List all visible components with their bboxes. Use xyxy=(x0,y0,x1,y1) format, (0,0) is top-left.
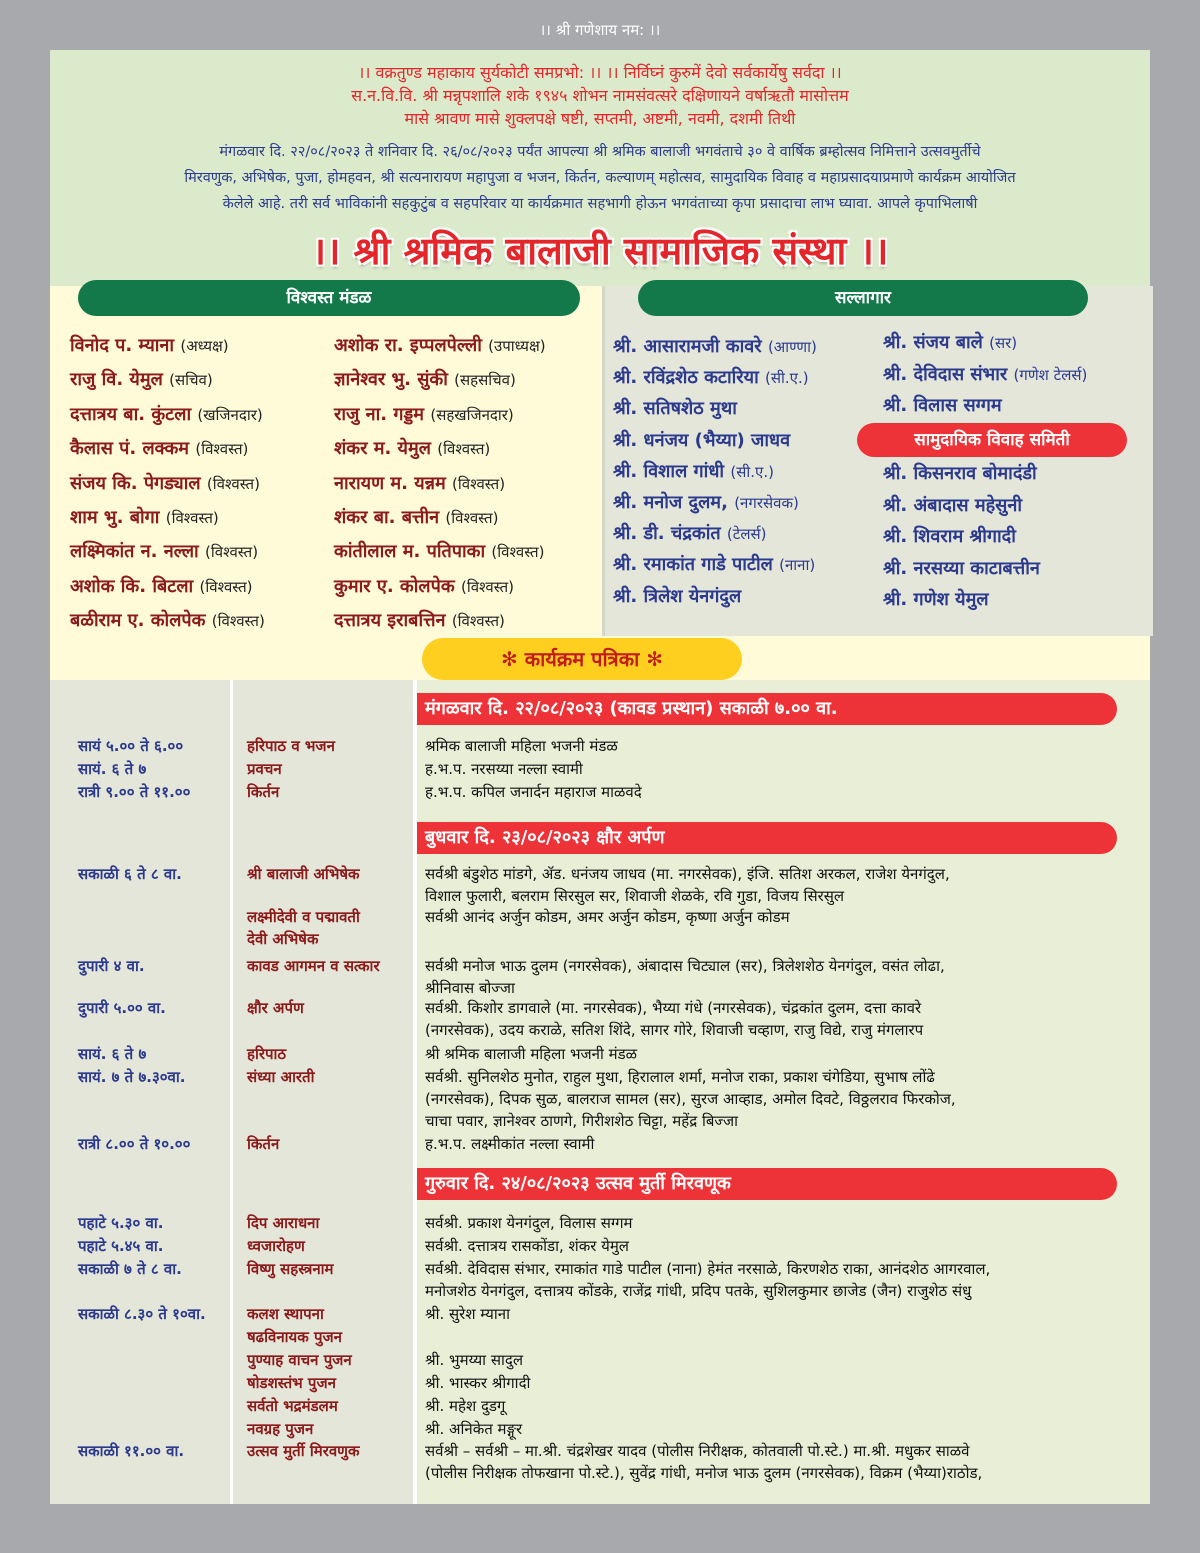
trust-member xyxy=(70,436,248,460)
schedule-detail: श्री. अनिकेत मङ्गूर xyxy=(425,1420,523,1438)
person-role: (सहखजिनदार) xyxy=(430,405,514,424)
person-role: (नाना) xyxy=(779,556,816,575)
schedule-table xyxy=(50,680,1150,1504)
invocation-line: ।। श्री गणेशाय नम: ।। xyxy=(539,21,661,39)
schedule-event: कावड आगमन व सत्कार xyxy=(247,957,380,975)
person-role: (विश्वस्त) xyxy=(211,612,265,631)
person-name: कांतीलाल म. पतिपाका xyxy=(334,541,486,563)
schedule-detail: श्री. भुमय्या सादुल xyxy=(425,1351,523,1369)
schedule-event: सर्वतो भद्रमंडलम xyxy=(247,1397,338,1415)
advisor xyxy=(613,490,799,514)
person-role: (विश्वस्त) xyxy=(452,474,506,493)
person-role: (विश्वस्त) xyxy=(437,440,491,459)
trust-member xyxy=(70,367,213,391)
calendar-line: स.न.वि.वि. श्री मन्नृपशालि शके १९४५ शोभन नामसंवत्सरे दक्षिणायने वर्षाऋतौ मासोत्तम xyxy=(351,86,849,105)
person-name: श्री. धनंजय (भैय्या) जाधव xyxy=(613,429,791,451)
schedule-detail: श्रीनिवास बोज्जा xyxy=(425,979,515,997)
advisor xyxy=(613,428,790,452)
person-role: (उपाध्यक्ष) xyxy=(488,337,546,355)
schedule-detail: (नगरसेवक), दिपक सुळ, बालराज सामल (सर), सुरज आव्हाड, अमोल दिवटे, विठ्ठलराव फिरकोज, xyxy=(425,1090,956,1108)
schedule-time: पहाटे ५.३० वा. xyxy=(78,1214,164,1232)
person-name: श्री. शिवराम श्रीगादी xyxy=(883,526,1016,547)
committee-member xyxy=(883,556,1040,580)
schedule-detail: श्री. सुरेश म्याना xyxy=(425,1305,510,1323)
committee-member xyxy=(883,493,1022,517)
schedule-time: सायं ५.०० ते ६.०० xyxy=(78,737,184,755)
advisor xyxy=(613,396,737,420)
person-name: लक्ष्मिकांत न. नल्ला xyxy=(70,541,199,563)
person-role: (विश्वस्त) xyxy=(165,509,219,527)
person-name: विनोद प. म्याना xyxy=(70,335,175,356)
schedule-event: षोडशस्तंभ पुजन xyxy=(247,1374,336,1392)
column-divider xyxy=(413,680,417,1504)
person-name: श्री. गणेश येमुल xyxy=(883,589,989,610)
person-name: श्री. रविंद्रशेठ कटारिया xyxy=(613,367,759,389)
schedule-detail: सर्वश्री. प्रकाश येनगंदुल, विलास सग्गम xyxy=(425,1214,633,1232)
person-name: श्री. किसनराव बोमादंडी xyxy=(883,463,1037,484)
advisor xyxy=(613,459,774,483)
advisor xyxy=(613,552,815,576)
invocation-verse: ।। वक्रतुण्ड महाकाय सुर्यकोटी समप्रभो: ।। ।। निर्विघ्नं कुरुमें देवो सर्वकार्येषु सर्वदा ।। xyxy=(358,63,842,82)
advisor xyxy=(613,521,767,545)
person-name: अशोक रा. इप्पलपेल्ली xyxy=(334,335,482,356)
schedule-detail: सर्वश्री. किशोर डागवाले (मा. नगरसेवक), भैय्या गंधे (नगरसेवक), चंद्रकांत दुलम, दत्ता कावरे xyxy=(425,999,922,1017)
schedule-event: श्री बालाजी अभिषेक xyxy=(247,865,360,883)
person-role: (सहसचिव) xyxy=(454,371,516,390)
committee-member xyxy=(883,461,1037,485)
person-role: (विश्वस्त) xyxy=(195,440,249,459)
person-name: राजु ना. गड्डम xyxy=(334,403,425,425)
schedule-time: सकाळी ८.३० ते १०वा. xyxy=(78,1305,206,1323)
person-role: (सचिव) xyxy=(169,371,213,390)
schedule-detail: सर्वश्री. सुनिलशेठ मुनोत, राहुल मुथा, हिरालाल शर्मा, मनोज राका, प्रकाश चंगेडिया, सुभाष लोंढे xyxy=(425,1068,935,1086)
trust-member xyxy=(334,402,514,426)
schedule-time: सकाळी ११.०० वा. xyxy=(78,1442,185,1460)
person-role: (विश्वस्त) xyxy=(199,577,253,596)
schedule-time: सायं. ६ ते ७ xyxy=(78,760,147,778)
person-name: अशोक कि. बिटला xyxy=(70,575,194,597)
person-name: शाम भु. बोगा xyxy=(70,507,160,528)
person-role: (आण्णा) xyxy=(767,338,817,356)
person-name: दत्तात्रय बा. कुंटला xyxy=(70,403,192,425)
schedule-detail: सर्वश्री बंडुशेठ मांडगे, ॲड. धनंजय जाधव (मा. नगरसेवक), इंजि. सतिश अरकल, राजेश येनगंदुल, xyxy=(425,865,950,883)
advisor xyxy=(613,334,817,358)
schedule-detail: श्री श्रमिक बालाजी महिला भजनी मंडळ xyxy=(425,1045,638,1063)
schedule-time: सकाळी ७ ते ८ वा. xyxy=(78,1260,182,1278)
trust-board-heading: विश्वस्त मंडळ xyxy=(78,280,580,316)
tithi-line: मासे श्रावण मासे शुक्लपक्षे षष्टी, सप्तमी, अष्टमी, नवमी, दशमी तिथी xyxy=(404,109,796,128)
advisor xyxy=(883,330,1017,354)
trust-member xyxy=(334,367,516,391)
person-name: राजु वि. येमुल xyxy=(70,369,163,391)
schedule-detail: सर्वश्री. दत्तात्रय रासकोंडा, शंकर येमुल xyxy=(425,1237,629,1255)
advisor xyxy=(883,362,1087,386)
person-name: श्री. सतिषशेठ मुथा xyxy=(613,398,737,420)
person-role: (सी.ए.) xyxy=(730,462,774,481)
schedule-time: रात्री ८.०० ते १०.०० xyxy=(78,1135,191,1153)
advisors-heading: सल्लागार xyxy=(638,280,1088,316)
schedule-time: दुपारी ५.०० वा. xyxy=(78,999,166,1017)
trust-member xyxy=(334,505,498,529)
person-name: श्री. रमाकांत गाडे पाटील xyxy=(613,554,773,576)
person-role: (अध्यक्ष) xyxy=(180,337,229,355)
person-name: श्री. मनोज दुलम, xyxy=(613,492,728,513)
person-name: ज्ञानेश्वर भु. सुंकी xyxy=(334,369,448,391)
committee-member xyxy=(883,587,989,611)
schedule-detail: ह.भ.प. लक्ष्मीकांत नल्ला स्वामी xyxy=(425,1135,595,1153)
person-role: (विश्वस्त) xyxy=(491,543,545,562)
trust-member xyxy=(70,333,229,357)
trust-member xyxy=(334,574,514,598)
trust-member xyxy=(334,608,505,632)
intro-line-2: मिरवणुक, अभिषेक, पुजा, होमहवन, श्री सत्यनारायण महापुजा व भजन, किर्तन, कल्याणम् महोत्सव, सामुदायिक विवाह व महाप्रसादयाप्रमाणे कार्यक्रम आयोजित xyxy=(184,170,1016,186)
schedule-event: विष्णु सहस्त्रनाम xyxy=(247,1260,334,1278)
person-name: दत्तात्रय इराबत्तिन xyxy=(334,610,446,632)
person-role: (विश्वस्त) xyxy=(460,577,514,596)
schedule-event: हरिपाठ व भजन xyxy=(247,737,335,755)
trust-member xyxy=(334,436,490,460)
schedule-time: दुपारी ४ वा. xyxy=(78,957,145,975)
schedule-detail: सर्वश्री आनंद अर्जुन कोडम, अमर अर्जुन कोडम, कृष्णा अर्जुन कोडम xyxy=(425,908,790,926)
day-header: बुधवार दि. २३/०८/२०२३ क्षौर अर्पण xyxy=(417,822,1117,854)
schedule-event: उत्सव मुर्ती मिरवणुक xyxy=(247,1442,360,1460)
committee-member xyxy=(883,524,1016,548)
person-name: श्री. देविदास संभार xyxy=(883,363,1008,385)
person-name: श्री. आसारामजी कावरे xyxy=(613,336,762,357)
schedule-event: प्रवचन xyxy=(247,760,282,778)
schedule-event: संध्या आरती xyxy=(247,1068,315,1086)
person-role: (विश्वस्त) xyxy=(206,474,260,493)
advisor xyxy=(613,584,741,608)
person-name: श्री. संजय बाले xyxy=(883,332,983,353)
person-name: श्री. नरसय्या काटाबत्तीन xyxy=(883,557,1040,579)
day-header: गुरुवार दि. २४/०८/२०२३ उत्सव मुर्ती मिरवणूक xyxy=(417,1168,1117,1200)
trust-member xyxy=(70,505,219,529)
trust-member xyxy=(334,333,546,357)
person-name: कुमार ए. कोलपेक xyxy=(334,575,455,597)
schedule-event: देवी अभिषेक xyxy=(247,930,319,948)
schedule-event: किर्तन xyxy=(247,783,280,801)
person-name: श्री. त्रिलेश येनगंदुल xyxy=(613,585,742,607)
intro-line-1: मंगळवार दि. २२/०८/२०२३ ते शनिवार दि. २६/०८/२०२३ पर्यंत आपल्या श्री श्रमिक बालाजी भगवंताचे ३० वे वार्षिक ब्रम्होत्सव निमित्ताने उत्सवमुर्तीचे xyxy=(219,144,981,160)
schedule-event: किर्तन xyxy=(247,1135,280,1153)
organisation-title: ।। श्री श्रमिक बालाजी सामाजिक संस्था ।। xyxy=(311,229,889,273)
schedule-detail: विशाल फुलारी, बलराम सिरसुल सर, शिवाजी शेळके, रवि गुडा, विजय सिरसुल xyxy=(425,887,845,905)
person-name: श्री. विशाल गांधी xyxy=(613,460,725,482)
trust-board-panel xyxy=(50,286,602,636)
schedule-event: दिप आराधना xyxy=(247,1214,320,1232)
person-role: (सी.ए.) xyxy=(765,369,809,388)
schedule-event: लक्ष्मीदेवी व पद्मावती xyxy=(247,908,360,926)
trust-member xyxy=(334,471,505,495)
trust-member xyxy=(70,539,258,563)
schedule-event: हरिपाठ xyxy=(247,1045,287,1063)
schedule-detail: सर्वश्री – सर्वश्री – मा.श्री. चंद्रशेखर यादव (पोलीस निरीक्षक, कोतवाली पो.स्टे.) मा.श्री. मधुकर साळवे xyxy=(425,1442,970,1460)
schedule-event: कलश स्थापना xyxy=(247,1305,324,1323)
schedule-detail: श्री. भास्कर श्रीगादी xyxy=(425,1374,531,1392)
schedule-detail: मनोजशेठ येनगंदुल, दत्तात्रय कोंडके, राजेंद्र गांधी, प्रदिप पतके, सुशिलकुमार छाजेड (जैन) राजुशेठ संधु xyxy=(425,1282,972,1300)
person-name: नारायण म. यन्नम xyxy=(334,472,446,494)
advisor xyxy=(613,365,809,389)
schedule-time: सायं. ७ ते ७.३०वा. xyxy=(78,1068,186,1086)
schedule-time: सकाळी ६ ते ८ वा. xyxy=(78,865,182,883)
person-role: (विश्वस्त) xyxy=(451,612,505,631)
advisor xyxy=(883,393,1002,417)
trust-member xyxy=(70,574,253,598)
person-role: (विश्वस्त) xyxy=(445,509,499,527)
trust-member xyxy=(70,608,265,632)
schedule-event: क्षौर अर्पण xyxy=(247,999,304,1017)
intro-line-3: केलेले आहे. तरी सर्व भाविकांनी सहकुटुंब व सहपरिवार या कार्यक्रमात सहभागी होऊन भगवंताच्या कृपा प्रसादाचा लाभ घ्यावा. आपले कृपाभिलाषी xyxy=(222,196,978,212)
schedule-time: रात्री ९.०० ते ११.०० xyxy=(78,783,191,801)
person-role: (गणेश टेलर्स) xyxy=(1013,365,1088,384)
schedule-detail: सर्वश्री. देविदास संभार, रमाकांत गाडे पाटील (नाना) हेमंत नरसाळे, किरणशेठ राका, आनंदशेठ आगरवाल, xyxy=(425,1260,991,1278)
schedule-detail: श्री. महेश दुडगू xyxy=(425,1397,506,1415)
person-name: शंकर म. येमुल xyxy=(334,438,431,460)
person-role: (खजिनदार) xyxy=(197,405,263,424)
person-name: शंकर बा. बत्तीन xyxy=(334,507,440,528)
advisors-panel xyxy=(602,286,1153,636)
person-name: श्री. विलास सग्गम xyxy=(883,395,1002,416)
schedule-time: पहाटे ५.४५ वा. xyxy=(78,1237,164,1255)
schedule-event: ध्वजारोहण xyxy=(247,1237,305,1255)
person-name: श्री. अंबादास महेसुनी xyxy=(883,494,1022,516)
schedule-event: नवग्रह पुजन xyxy=(247,1420,314,1438)
day-header: मंगळवार दि. २२/०८/२०२३ (कावड प्रस्थान) सकाळी ७.०० वा. xyxy=(417,693,1117,725)
schedule-time: सायं. ६ ते ७ xyxy=(78,1045,147,1063)
schedule-detail: सर्वश्री मनोज भाऊ दुलम (नगरसेवक), अंबादास चिट्याल (सर), त्रिलेशशेठ येनगंदुल, वसंत लोढा, xyxy=(425,957,945,975)
time-column xyxy=(50,680,230,1504)
person-role: (टेलर्स) xyxy=(726,525,767,544)
person-role: (सर) xyxy=(989,334,1018,352)
schedule-detail: श्रमिक बालाजी महिला भजनी मंडळ xyxy=(425,737,618,755)
marriage-committee-heading: सामुदायिक विवाह समिती xyxy=(857,423,1127,457)
person-role: (विश्वस्त) xyxy=(205,543,259,562)
schedule-event: षढविनायक पुजन xyxy=(247,1328,342,1346)
person-role: (नगरसेवक) xyxy=(734,494,799,512)
schedule-event: पुण्याह वाचन पुजन xyxy=(247,1351,352,1369)
person-name: संजय कि. पेगड्याल xyxy=(70,472,201,494)
trust-member xyxy=(334,539,544,563)
schedule-detail: (पोलीस निरीक्षक तोफखाना पो.स्टे.), सुवेंद्र गांधी, मनोज भाऊ दुलम (नगरसेवक), विक्रम (भैय्या)राठोड, xyxy=(425,1464,983,1482)
schedule-detail: चाचा पवार, ज्ञानेश्वर ठाणगे, गिरीशशेठ चिट्टा, महेंद्र बिज्जा xyxy=(425,1112,738,1130)
person-name: कैलास पं. लक्कम xyxy=(70,438,190,460)
program-title: ✻ कार्यक्रम पत्रिका ✻ xyxy=(422,638,742,680)
schedule-detail: (नगरसेवक), उदय कराळे, सतिश शिंदे, सागर गोरे, शिवाजी चव्हाण, राजु विद्ये, राजु मंगलारप xyxy=(425,1021,924,1039)
trust-member xyxy=(70,471,260,495)
person-name: बळीराम ए. कोलपेक xyxy=(70,610,206,632)
schedule-detail: ह.भ.प. कपिल जनार्दन महाराज माळवदे xyxy=(425,783,642,801)
person-name: श्री. डी. चंद्रकांत xyxy=(613,523,721,545)
schedule-detail: ह.भ.प. नरसय्या नल्ला स्वामी xyxy=(425,760,583,778)
trust-member xyxy=(70,402,263,426)
